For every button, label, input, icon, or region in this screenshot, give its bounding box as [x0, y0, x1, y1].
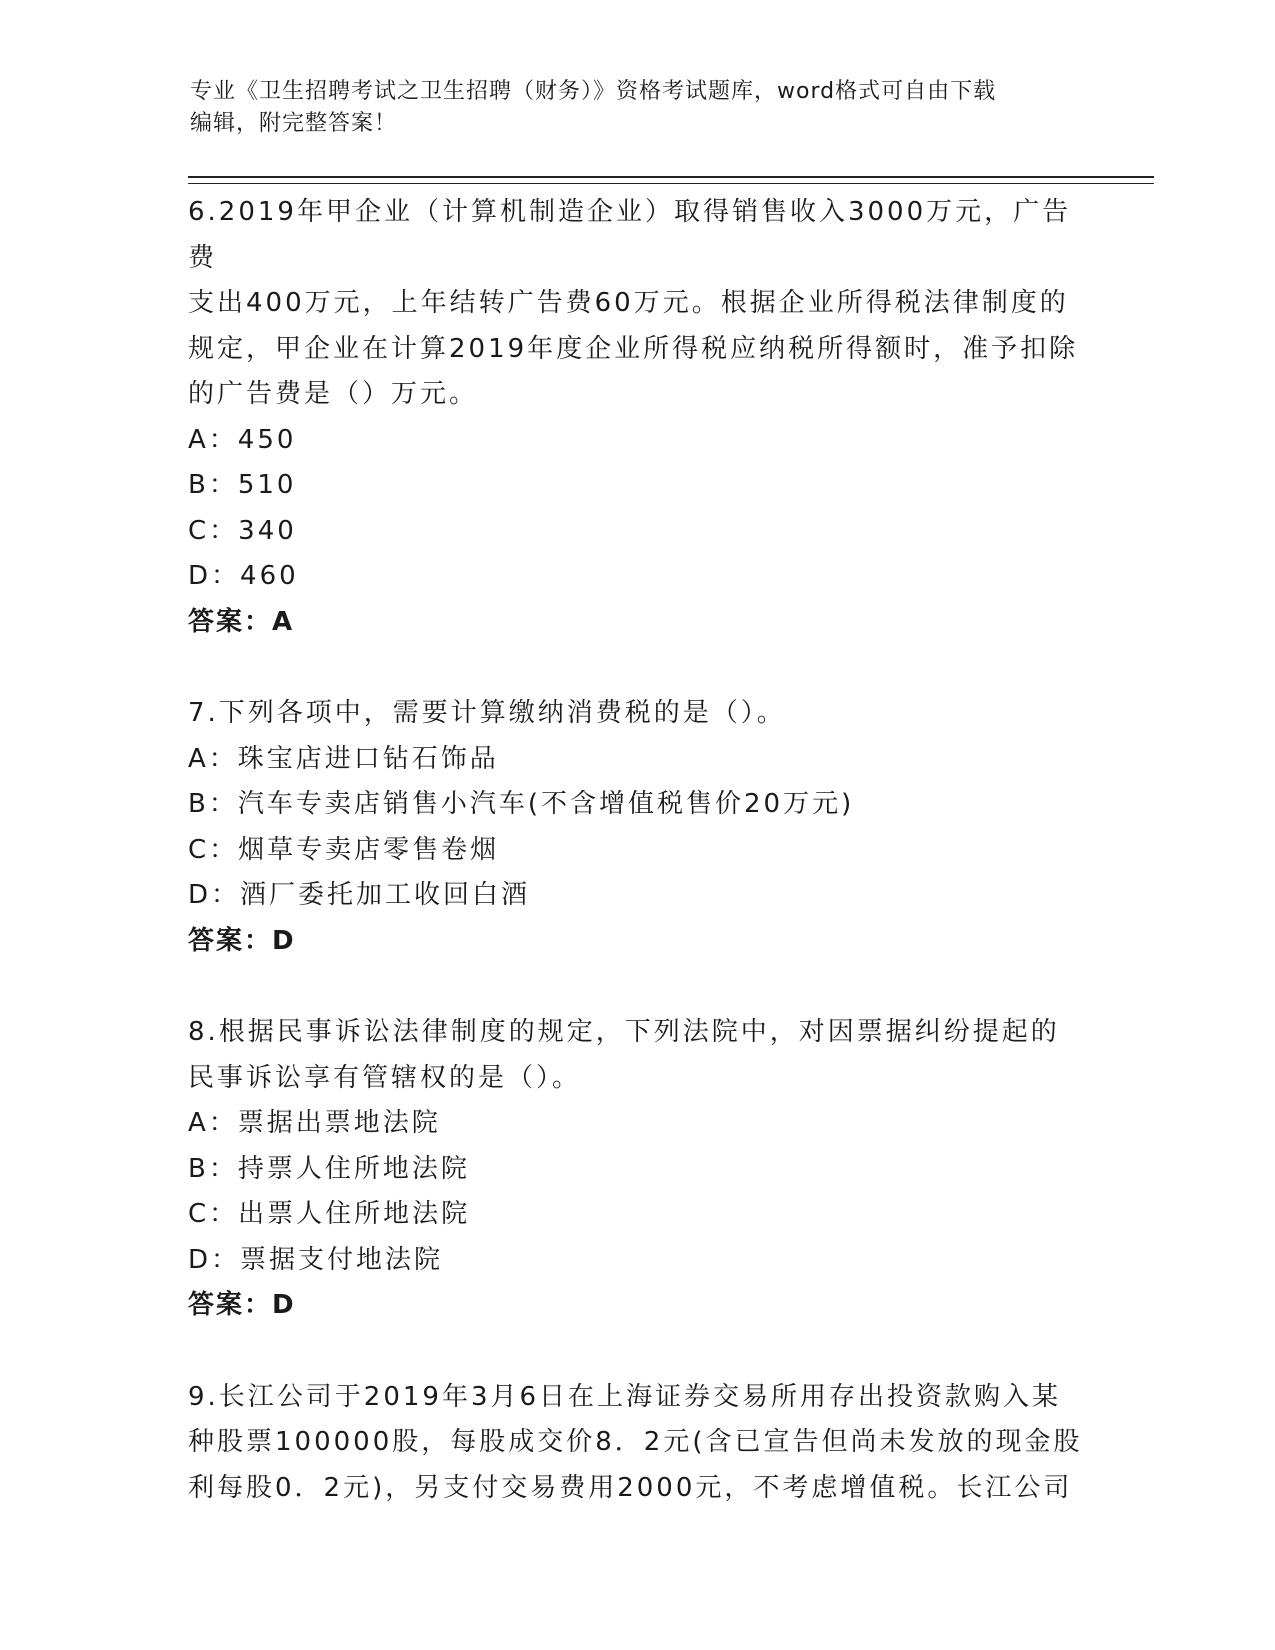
answer-line: 答案：A — [188, 606, 295, 637]
answer-line: 答案：D — [188, 925, 296, 956]
option-c: C：340 — [188, 515, 297, 546]
question-block — [188, 190, 1088, 645]
question-block — [188, 1375, 1088, 1512]
question-stem-line: 民事诉讼享有管辖权的是（）。 — [188, 1062, 582, 1093]
question-list — [188, 190, 1088, 1511]
question-stem-line: 9.长江公司于2019年3月6日在上海证券交易所用存出投资款购入某 — [188, 1381, 1062, 1412]
header-line-1: 专业《卫生招聘考试之卫生招聘（财务）》资格考试题库，word格式可自由下载 — [190, 79, 997, 104]
question-stem-line: 的广告费是（）万元。 — [188, 379, 479, 409]
question-spacer — [188, 964, 1088, 1010]
option-c: C：烟草专卖店零售卷烟 — [188, 834, 500, 865]
question-spacer — [188, 1329, 1088, 1375]
question-stem-line: 种股票100000股，每股成交价8．2元(含已宣告但尚未发放的现金股 — [188, 1427, 1083, 1457]
option-a: A：票据出票地法院 — [188, 1108, 441, 1138]
option-b: B：510 — [188, 470, 297, 500]
question-stem-line: 规定，甲企业在计算2019年度企业所得税应纳税所得额时，准予扣除 — [188, 333, 1079, 364]
question-stem-line: 6.2019年甲企业（计算机制造企业）取得销售收入3000万元，广告费 — [188, 197, 1072, 273]
header-divider-thick — [188, 176, 1154, 178]
question-stem-line: 7.下列各项中，需要计算缴纳消费税的是（）。 — [188, 698, 786, 728]
option-c: C：出票人住所地法院 — [188, 1199, 471, 1229]
option-d: D：票据支付地法院 — [188, 1244, 444, 1275]
question-block — [188, 691, 1088, 964]
option-b: B：持票人住所地法院 — [188, 1153, 470, 1184]
option-b: B：汽车专卖店销售小汽车(不含增值税售价20万元) — [188, 789, 855, 819]
option-d: D：酒厂委托加工收回白酒 — [188, 880, 531, 910]
question-stem-line: 8.根据民事诉讼法律制度的规定，下列法院中，对因票据纠纷提起的 — [188, 1017, 1060, 1047]
answer-line: 答案：D — [188, 1290, 296, 1320]
question-stem-line: 支出400万元，上年结转广告费60万元。根据企业所得税法律制度的 — [188, 288, 1069, 318]
question-block — [188, 1010, 1088, 1329]
document-header — [190, 76, 1070, 140]
option-a: A：珠宝店进口钻石饰品 — [188, 743, 499, 774]
question-spacer — [188, 645, 1088, 691]
header-line-2: 编辑，附完整答案！ — [190, 111, 398, 136]
header-divider-thin — [188, 183, 1154, 184]
question-stem-line: 利每股0．2元)，另支付交易费用2000元，不考虑增值税。长江公司 — [188, 1472, 1073, 1503]
option-a: A：450 — [188, 424, 297, 455]
option-d: D：460 — [188, 561, 299, 591]
